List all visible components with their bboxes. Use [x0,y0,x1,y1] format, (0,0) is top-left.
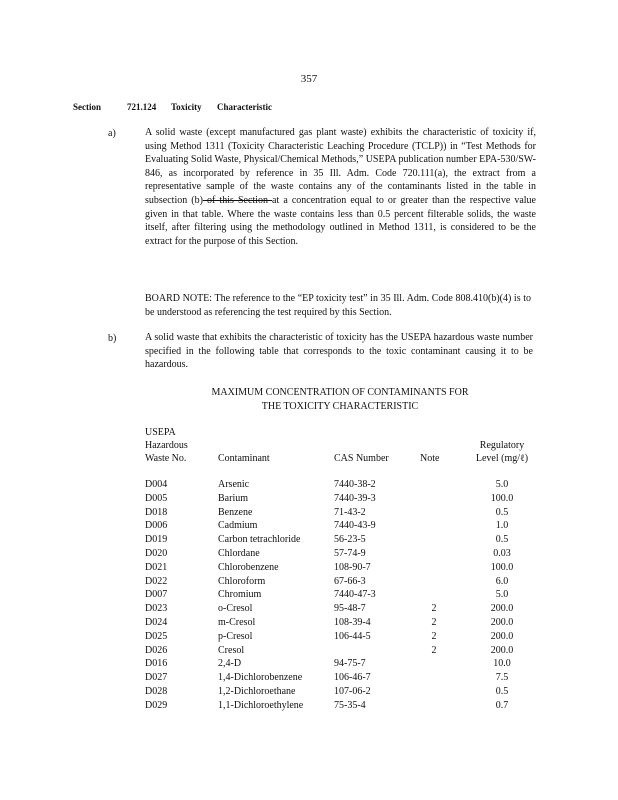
header-level-line1: Regulatory [479,440,525,451]
paragraph-a-label: a) [108,128,116,139]
cas-number-cell: 95-48-7 [334,603,366,615]
waste-number-cell: D024 [145,616,168,628]
note-cell [424,478,444,492]
note-cell [424,519,444,533]
cas-number-cell: 108-39-4 [334,616,371,628]
contaminant-cell: Chloroform [218,575,266,587]
cas-number-cell: 94-75-7 [334,658,366,670]
waste-number-cell: D023 [145,603,168,615]
regulatory-level-cell: 6.0 [495,575,509,587]
regulatory-level-cell: 200.0 [490,616,514,628]
note-cell [424,506,444,520]
waste-number-cell: D004 [145,479,168,490]
waste-number-cell: D016 [145,658,168,670]
page-number: 357 [300,73,318,85]
section-number: 721.124 [127,102,157,112]
contaminant-cell: 1,4-Dichlorobenzene [218,672,303,684]
regulatory-level-cell: 0.7 [495,699,509,711]
board-note: BOARD NOTE: The reference to the “EP toxicity test” in 35 Ill. Adm. Code 808.410(b)(4) is to be understood as referencing the test required by this Section. [145,293,531,318]
waste-number-cell: D027 [145,672,168,684]
note-cell: 2 [431,616,437,628]
contaminant-cell: 1,2-Dichloroethane [218,685,296,697]
regulatory-level-column [470,478,534,713]
contaminant-cell: Chromium [218,589,262,601]
waste-number-cell: D019 [145,534,168,546]
waste-number-cell: D018 [145,506,168,518]
regulatory-level-cell: 200.0 [490,644,514,656]
contaminant-cell: Benzene [218,506,253,518]
note-cell [424,671,444,685]
regulatory-level-cell: 0.5 [495,534,509,546]
contaminant-column [218,478,303,713]
section-word: Section [73,102,101,112]
header-contaminant: Contaminant [218,453,270,464]
cas-number-cell [334,644,376,658]
contaminant-cell: Carbon tetrachloride [218,534,301,546]
header-note: Note [420,453,440,464]
waste-number-cell: D026 [145,644,168,656]
contaminant-cell: Barium [218,492,248,504]
paragraph-b: A solid waste that exhibits the characteristic of toxicity has the USEPA hazardous waste number specified in the following table that corresponds to the toxic contaminant causing it to be hazardous. [145,332,533,371]
header-waste-no-line1: USEPA [145,427,176,438]
regulatory-level-cell: 200.0 [490,630,514,642]
note-cell [424,533,444,547]
cas-number-cell: 75-35-4 [334,699,366,711]
note-cell [424,685,444,699]
cas-number-cell: 106-44-5 [334,630,371,642]
cas-number-cell: 7440-43-9 [334,520,376,532]
contaminant-cell: p-Cresol [218,630,253,642]
regulatory-level-cell: 200.0 [490,603,514,615]
waste-number-cell: D022 [145,575,168,587]
section-heading [73,102,272,112]
note-cell [424,561,444,575]
paragraph-a-struck-text: of this Section [202,194,273,206]
cas-number-cell: 7440-39-3 [334,492,376,504]
regulatory-level-cell: 0.5 [495,685,509,697]
paragraph-a-text-1: A solid waste (except manufactured gas plant waste) exhibits the characteristic of toxicity if, using Method 1311 (Toxicity Characteristic Leaching Procedure (TCLP)) in “Test Methods for Evaluating Solid Waste, Physical/Chemical Methods,” USEPA publication number EPA-530/SW-846, as incorporated by reference in 35 Ill. Adm. Code 720.111(a), the extract from a representative sample of the waste contains any of the contaminants listed in the table in subsection (b) [145,127,536,206]
paragraph-b-label: b) [108,333,117,344]
regulatory-level-cell: 5.0 [495,589,509,601]
cas-number-cell: 108-90-7 [334,561,371,573]
cas-number-cell: 107-06-2 [334,685,371,697]
cas-number-cell: 67-66-3 [334,575,366,587]
contaminant-cell: 1,1-Dichloroethylene [218,699,304,711]
section-title-word1: Toxicity [171,102,202,112]
note-cell [424,588,444,602]
table-title-line1: MAXIMUM CONCENTRATION OF CONTAMINANTS FOR [211,387,469,398]
header-level-line2: Level (mg/ℓ) [475,453,529,464]
note-cell [424,492,444,506]
waste-number-column [145,478,167,713]
regulatory-level-cell: 100.0 [490,492,514,504]
header-cas-number: CAS Number [334,453,389,464]
note-cell [424,657,444,671]
regulatory-level-cell: 0.5 [495,506,509,518]
cas-number-cell: 71-43-2 [334,506,366,518]
paragraph-a [145,126,536,248]
cas-number-cell: 56-23-5 [334,534,366,546]
contaminant-cell: 2,4-D [218,658,242,670]
note-cell: 2 [431,603,437,615]
waste-number-cell: D020 [145,547,168,559]
contaminant-cell: o-Cresol [218,603,253,615]
note-column [424,478,444,713]
cas-number-cell: 7440-47-3 [334,589,376,601]
header-waste-no-line3: Waste No. [145,453,187,464]
note-cell [424,547,444,561]
contaminant-cell: Arsenic [218,479,250,490]
regulatory-level-cell: 7.5 [495,672,509,684]
regulatory-level-cell: 0.03 [493,547,511,559]
waste-number-cell: D007 [145,589,168,601]
contaminant-cell: Chlorobenzene [218,561,279,573]
table-title [150,386,530,413]
waste-number-cell: D025 [145,630,168,642]
waste-number-cell: D006 [145,520,168,532]
waste-number-cell: D021 [145,561,168,573]
contaminant-cell: Cresol [218,644,245,656]
regulatory-level-cell: 1.0 [495,520,509,532]
contaminant-cell: m-Cresol [218,616,256,628]
note-cell [424,699,444,713]
cas-number-cell: 57-74-9 [334,547,366,559]
note-cell: 2 [431,630,437,642]
cas-number-cell: 106-46-7 [334,672,371,684]
header-waste-no-line2: Hazardous [145,440,188,451]
note-cell [424,575,444,589]
table-title-line2: THE TOXICITY CHARACTERISTIC [261,400,419,412]
paragraph-a-text-2: at a concentration equal to or greater than the respective value given in that table. Where the waste contains less than 0.5 percent filterable solids, the waste itself, after filtering using the methodology outlined in Method 1311, is considered to be the extract for the purpose of this Section. [145,194,536,247]
header-waste-no [145,426,188,465]
section-title-word2: Characteristic [217,102,272,112]
cas-number-cell: 7440-38-2 [334,479,376,490]
regulatory-level-cell: 5.0 [495,479,509,490]
contaminant-cell: Cadmium [218,520,258,532]
regulatory-level-cell: 100.0 [490,561,514,573]
header-regulatory-level [470,439,534,465]
contaminant-cell: Chlordane [218,547,260,559]
waste-number-cell: D029 [145,699,168,711]
waste-number-cell: D028 [145,685,168,697]
regulatory-level-cell: 10.0 [493,658,511,670]
cas-number-column [334,478,376,713]
note-cell: 2 [431,644,437,656]
waste-number-cell: D005 [145,492,168,504]
